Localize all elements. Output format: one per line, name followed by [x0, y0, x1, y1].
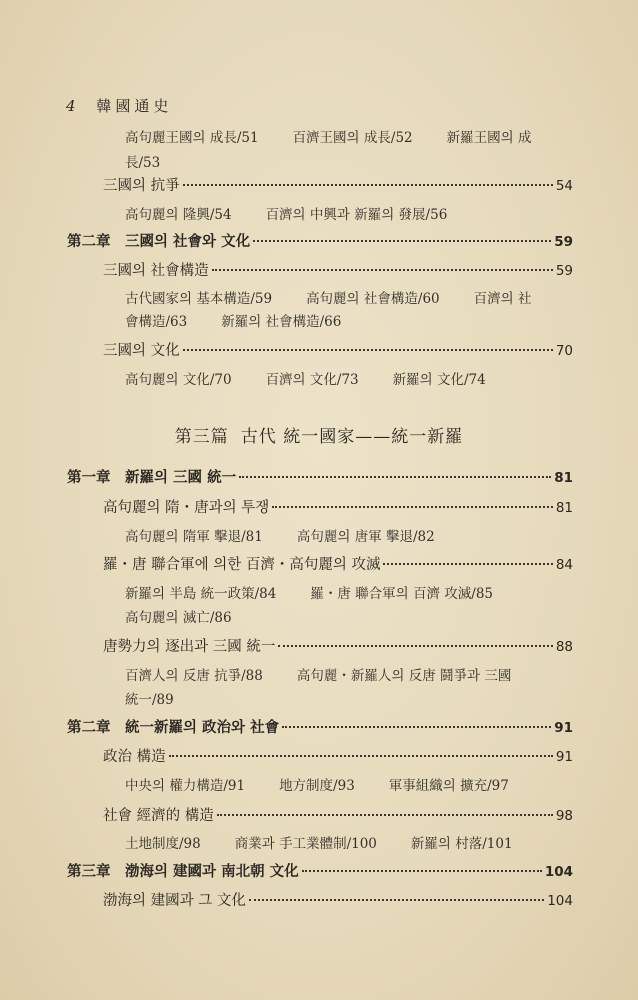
- toc-subentry: 百濟의 文化/73: [265, 372, 359, 388]
- toc-page-number: 59: [555, 263, 573, 279]
- part-title: [0, 422, 638, 447]
- toc-section-title: 羅・唐 聯合軍에 의한 百濟・高句麗의 攻滅: [103, 557, 381, 573]
- leader-dots: [217, 814, 553, 816]
- leader-dots: [282, 726, 551, 728]
- toc-subentries: [125, 582, 493, 602]
- toc-section: [103, 339, 573, 360]
- toc-chapter: [67, 230, 573, 251]
- leader-dots: [383, 563, 552, 565]
- toc-subentry: 新羅의 半島 統一政策/84: [125, 586, 277, 602]
- toc-subentries: [125, 368, 486, 388]
- toc-subentries: [125, 774, 509, 794]
- toc-page-number: 104: [547, 893, 573, 909]
- toc-subentry: 百濟王國의 成長/52: [292, 130, 413, 146]
- toc-page-number: 104: [544, 864, 573, 880]
- toc-subentry: 新羅王國의 成: [446, 130, 532, 146]
- toc-subentry: 中央의 權力構造/91: [125, 778, 246, 794]
- page-number: 4: [66, 97, 77, 115]
- toc-subentry: 高句麗의 隋軍 擊退/81: [125, 529, 263, 545]
- toc-subentries: [125, 151, 160, 171]
- toc-page-number: 54: [555, 178, 573, 194]
- running-title: 韓國通史: [96, 97, 173, 115]
- toc-subentry: 新羅의 社會構造/66: [221, 314, 342, 330]
- toc-section-title: 唐勢力의 逐出과 三國 統一: [103, 639, 276, 655]
- toc-subentries: [125, 287, 531, 307]
- leader-dots: [212, 269, 553, 271]
- toc-section-title: 高句麗의 隋・唐과의 투쟁: [103, 500, 270, 516]
- leader-dots: [302, 870, 542, 872]
- toc-subentry: 百濟의 社: [473, 291, 532, 307]
- toc-subentry: 新羅의 文化/74: [392, 372, 486, 388]
- toc-section: [103, 745, 573, 766]
- toc-page-number: 88: [555, 639, 573, 655]
- toc-page-number: 98: [555, 808, 573, 824]
- toc-chapter-title: 第三章 渤海의 建國과 南北朝 文化: [67, 863, 299, 880]
- toc-chapter: [67, 466, 573, 487]
- toc-section-title: 渤海의 建國과 그 文化: [103, 893, 246, 909]
- toc-subentry: 高句麗의 隆興/54: [125, 207, 232, 223]
- toc-subentries: [125, 310, 341, 330]
- toc-subentry: 羅・唐 聯合軍의 百濟 攻滅/85: [310, 586, 494, 602]
- toc-subentries: [125, 664, 511, 684]
- leader-dots: [278, 645, 552, 647]
- toc-chapter-title: 第一章 新羅의 三國 統一: [67, 469, 237, 486]
- toc-chapter-title: 第二章 統一新羅의 政治와 社會: [67, 719, 280, 736]
- toc-section: [103, 804, 573, 825]
- toc-page-number: 59: [554, 234, 573, 250]
- toc-subentry: 高句麗의 滅亡/86: [125, 610, 232, 626]
- toc-subentry: 高句麗의 文化/70: [125, 372, 232, 388]
- toc-subentry: 會構造/63: [125, 314, 188, 330]
- toc-subentry: 土地制度/98: [125, 836, 201, 852]
- toc-subentry: 地方制度/93: [279, 778, 355, 794]
- toc-subentry: 高句麗의 社會構造/60: [306, 291, 440, 307]
- toc-chapter: [67, 716, 573, 737]
- toc-subentry: 高句麗・新羅人의 反唐 鬪爭과 三國: [296, 668, 512, 684]
- toc-section: [103, 496, 573, 517]
- toc-subentry: 統一/89: [125, 692, 174, 708]
- toc-subentries: [125, 203, 447, 223]
- toc-subentry: 古代國家의 基本構造/59: [125, 291, 273, 307]
- toc-section: [103, 174, 573, 195]
- toc-section-title: 三國의 文化: [103, 343, 180, 359]
- toc-subentries: [125, 606, 232, 626]
- toc-section: [103, 553, 573, 574]
- toc-subentries: [125, 126, 531, 146]
- leader-dots: [253, 240, 551, 242]
- toc-section-title: 政治 構造: [103, 749, 166, 765]
- toc-subentry: 百濟의 中興과 新羅의 發展/56: [265, 207, 448, 223]
- toc-subentry: 長/53: [125, 155, 161, 171]
- leader-dots: [169, 755, 553, 757]
- toc-page-number: 91: [555, 749, 573, 765]
- leader-dots: [272, 506, 553, 508]
- toc-subentry: 商業과 手工業體制/100: [234, 836, 377, 852]
- toc-subentry: 百濟人의 反唐 抗爭/88: [125, 668, 263, 684]
- toc-page-number: 91: [554, 720, 573, 736]
- toc-chapter-title: 第二章 三國의 社會와 文化: [67, 233, 251, 250]
- toc-page-number: 81: [555, 500, 573, 516]
- toc-subentries: [125, 688, 174, 708]
- toc-subentry: 新羅의 村落/101: [410, 836, 513, 852]
- toc-section: [103, 259, 573, 280]
- toc-subentries: [125, 525, 435, 545]
- toc-subentries: [125, 832, 513, 852]
- toc-section: [103, 889, 573, 910]
- leader-dots: [183, 349, 553, 351]
- toc-subentry: 高句麗의 唐軍 擊退/82: [296, 529, 435, 545]
- running-header: [66, 95, 172, 116]
- toc-section: [103, 635, 573, 656]
- toc-page-number: 70: [555, 343, 573, 359]
- leader-dots: [249, 899, 544, 901]
- toc-chapter: [67, 860, 573, 881]
- toc-subentry: 高句麗王國의 成長/51: [125, 130, 259, 146]
- toc-section-title: 三國의 社會構造: [103, 263, 209, 279]
- part-name: 古代 統一國家——統一新羅: [240, 427, 464, 447]
- leader-dots: [239, 476, 551, 478]
- part-label: 第三篇: [174, 427, 229, 447]
- toc-page-number: 84: [555, 557, 573, 573]
- leader-dots: [183, 184, 553, 186]
- toc-section-title: 社會 經濟的 構造: [103, 808, 214, 824]
- toc-page-number: 81: [554, 470, 573, 486]
- toc-subentry: 軍事組織의 擴充/97: [388, 778, 509, 794]
- toc-section-title: 三國의 抗爭: [103, 178, 180, 194]
